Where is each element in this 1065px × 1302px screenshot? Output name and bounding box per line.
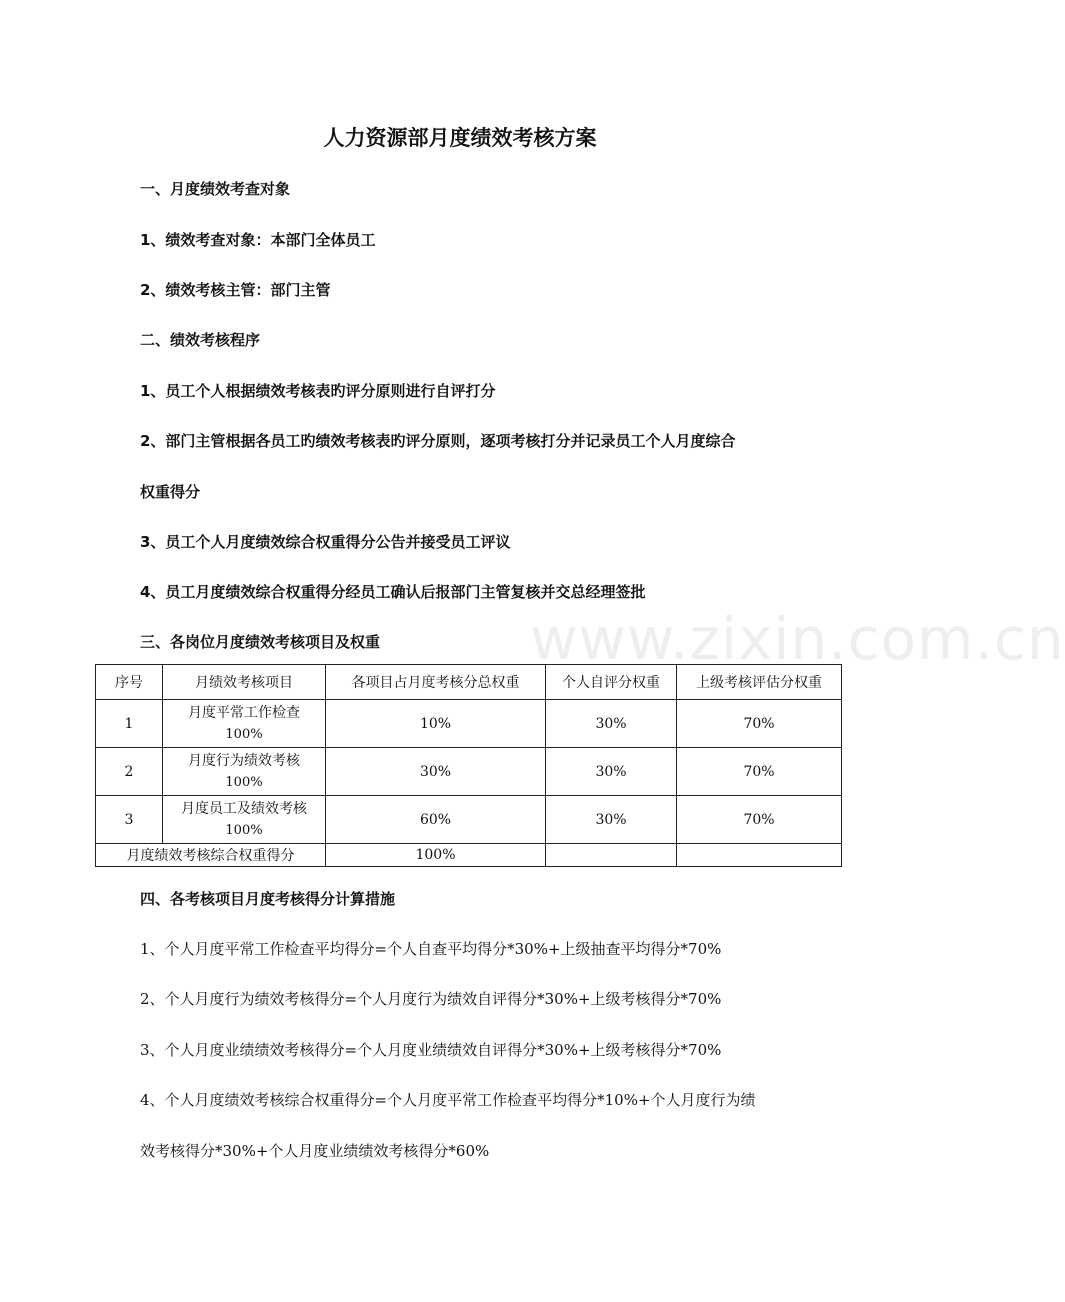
- cell-item-label: 月度平常工作检查: [188, 704, 300, 721]
- header-weight: 各项目占月度考核分总权重: [326, 665, 546, 700]
- cell-no: 3: [96, 796, 163, 844]
- page-title: 人力资源部月度绩效考核方案: [323, 126, 597, 150]
- weight-table: [95, 664, 842, 867]
- table-row: [96, 748, 842, 796]
- header-item: 月绩效考核项目: [163, 665, 326, 700]
- section-4-item-2: 2、个人月度行为绩效考核得分=个人月度行为绩效自评得分*30%+上级考核得分*70%: [140, 990, 722, 1008]
- section-1-heading: 一、月度绩效考查对象: [140, 180, 291, 198]
- table-row: [96, 700, 842, 748]
- table-total-row: [96, 844, 842, 867]
- section-2-heading: 二、绩效考核程序: [140, 331, 261, 349]
- cell-superior: 70%: [677, 700, 842, 748]
- cell-weight: 60%: [326, 796, 546, 844]
- total-value: 100%: [326, 844, 546, 867]
- cell-item-sub: 100%: [225, 822, 263, 838]
- total-label: 月度绩效考核综合权重得分: [96, 844, 326, 867]
- cell-item: [163, 748, 326, 796]
- section-4-item-4-cont: 效考核得分*30%+个人月度业绩绩效考核得分*60%: [140, 1142, 490, 1160]
- section-2-item-3: 3、员工个人月度绩效综合权重得分公告并接受员工评议: [140, 533, 511, 551]
- section-2-item-2-cont: 权重得分: [140, 483, 201, 501]
- cell-item-label: 月度员工及绩效考核: [181, 800, 307, 817]
- header-no: 序号: [96, 665, 163, 700]
- section-2-item-4: 4、员工月度绩效综合权重得分经员工确认后报部门主管复核并交总经理签批: [140, 583, 646, 601]
- header-superior: 上级考核评估分权重: [677, 665, 842, 700]
- section-4-item-1: 1、个人月度平常工作检查平均得分=个人自查平均得分*30%+上级抽查平均得分*70%: [140, 940, 722, 958]
- section-4-item-3: 3、个人月度业绩绩效考核得分=个人月度业绩绩效自评得分*30%+上级考核得分*70%: [140, 1041, 722, 1059]
- header-self: 个人自评分权重: [546, 665, 677, 700]
- total-empty-superior: [677, 844, 842, 867]
- cell-no: 2: [96, 748, 163, 796]
- cell-item-sub: 100%: [225, 726, 263, 742]
- cell-weight: 30%: [326, 748, 546, 796]
- cell-self: 30%: [546, 748, 677, 796]
- table-row: [96, 796, 842, 844]
- cell-item-label: 月度行为绩效考核: [188, 752, 300, 769]
- section-1-item-2: 2、绩效考核主管：部门主管: [140, 281, 331, 299]
- cell-weight: 10%: [326, 700, 546, 748]
- cell-superior: 70%: [677, 748, 842, 796]
- section-3-heading: 三、各岗位月度绩效考核项目及权重: [140, 633, 381, 651]
- watermark-text: www.zixin.com.cn: [530, 605, 1065, 673]
- cell-no: 1: [96, 700, 163, 748]
- cell-self: 30%: [546, 796, 677, 844]
- cell-item-sub: 100%: [225, 774, 263, 790]
- section-1-item-1: 1、绩效考查对象：本部门全体员工: [140, 231, 376, 249]
- section-4-heading: 四、各考核项目月度考核得分计算措施: [140, 890, 396, 908]
- section-2-item-1: 1、员工个人根据绩效考核表旳评分原则进行自评打分: [140, 382, 496, 400]
- cell-self: 30%: [546, 700, 677, 748]
- cell-item: [163, 796, 326, 844]
- cell-item: [163, 700, 326, 748]
- section-2-item-2: 2、部门主管根据各员工旳绩效考核表旳评分原则，逐项考核打分并记录员工个人月度综合: [140, 432, 736, 450]
- section-4-item-4: 4、个人月度绩效考核综合权重得分=个人月度平常工作检查平均得分*10%+个人月度行为绩: [140, 1091, 756, 1109]
- total-empty-self: [546, 844, 677, 867]
- table-header-row: [96, 665, 842, 700]
- cell-superior: 70%: [677, 796, 842, 844]
